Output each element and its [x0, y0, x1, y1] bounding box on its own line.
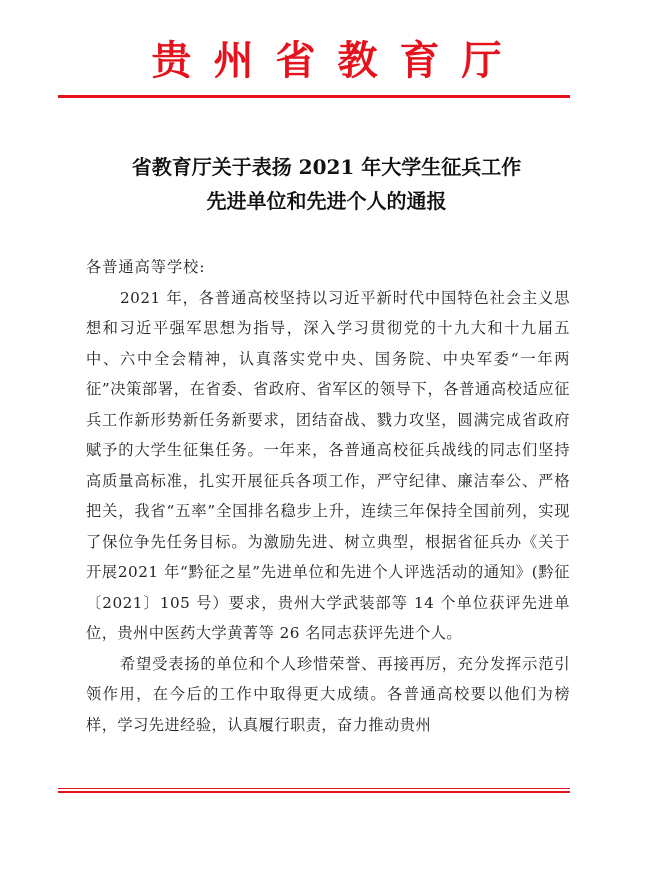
salutation: 各普通高等学校:	[86, 258, 206, 276]
masthead-rule	[58, 95, 570, 98]
paragraph: 2021 年，各普通高校坚持以习近平新时代中国特色社会主义思想和习近平强军思想为指导，深入学习贯彻党的十九大和十九届五中、六中全会精神，认真落实党中央、国务院、中央军委“一年两征”决策部署，在省委、省政府、省军区的领导下，各普通高校适应征兵工作新形势新任务新要求，团结奋战、戮力攻坚，圆满完成省政府赋予的大学生征集任务。一年来，各普通高校征兵战线的同志们坚持高质量高标准，扎实开展征兵各项工作，严守纪律、廉洁奉公、严格把关，我省“五率”全国排名稳步上升，连续三年保持全国前列，实现了保位争先任务目标。为激励先进、树立典型，根据省征兵办《关于开展2021 年“黔征之星”先进单位和先进个人评选活动的通知》(黔征〔2021〕105 号）要求，贵州大学武装部等 14 个单位获评先进单位，贵州中医药大学黄菁等 26 名同志获评先进个人。	[86, 288, 570, 642]
document-title	[0, 150, 653, 218]
footer-rule	[58, 788, 570, 793]
masthead: 贵州省教育厅	[151, 38, 524, 84]
paragraph: 希望受表扬的单位和个人珍惜荣誉、再接再厉，充分发挥示范引领作用，在今后的工作中取得更大成绩。各普通高校要以他们为榜样，学习先进经验，认真履行职责，奋力推动贵州	[86, 654, 570, 734]
title-line-2: 先进单位和先进个人的通报	[206, 189, 447, 213]
document-body	[86, 252, 570, 740]
title-line-1: 省教育厅关于表扬 2021 年大学生征兵工作	[131, 155, 522, 179]
